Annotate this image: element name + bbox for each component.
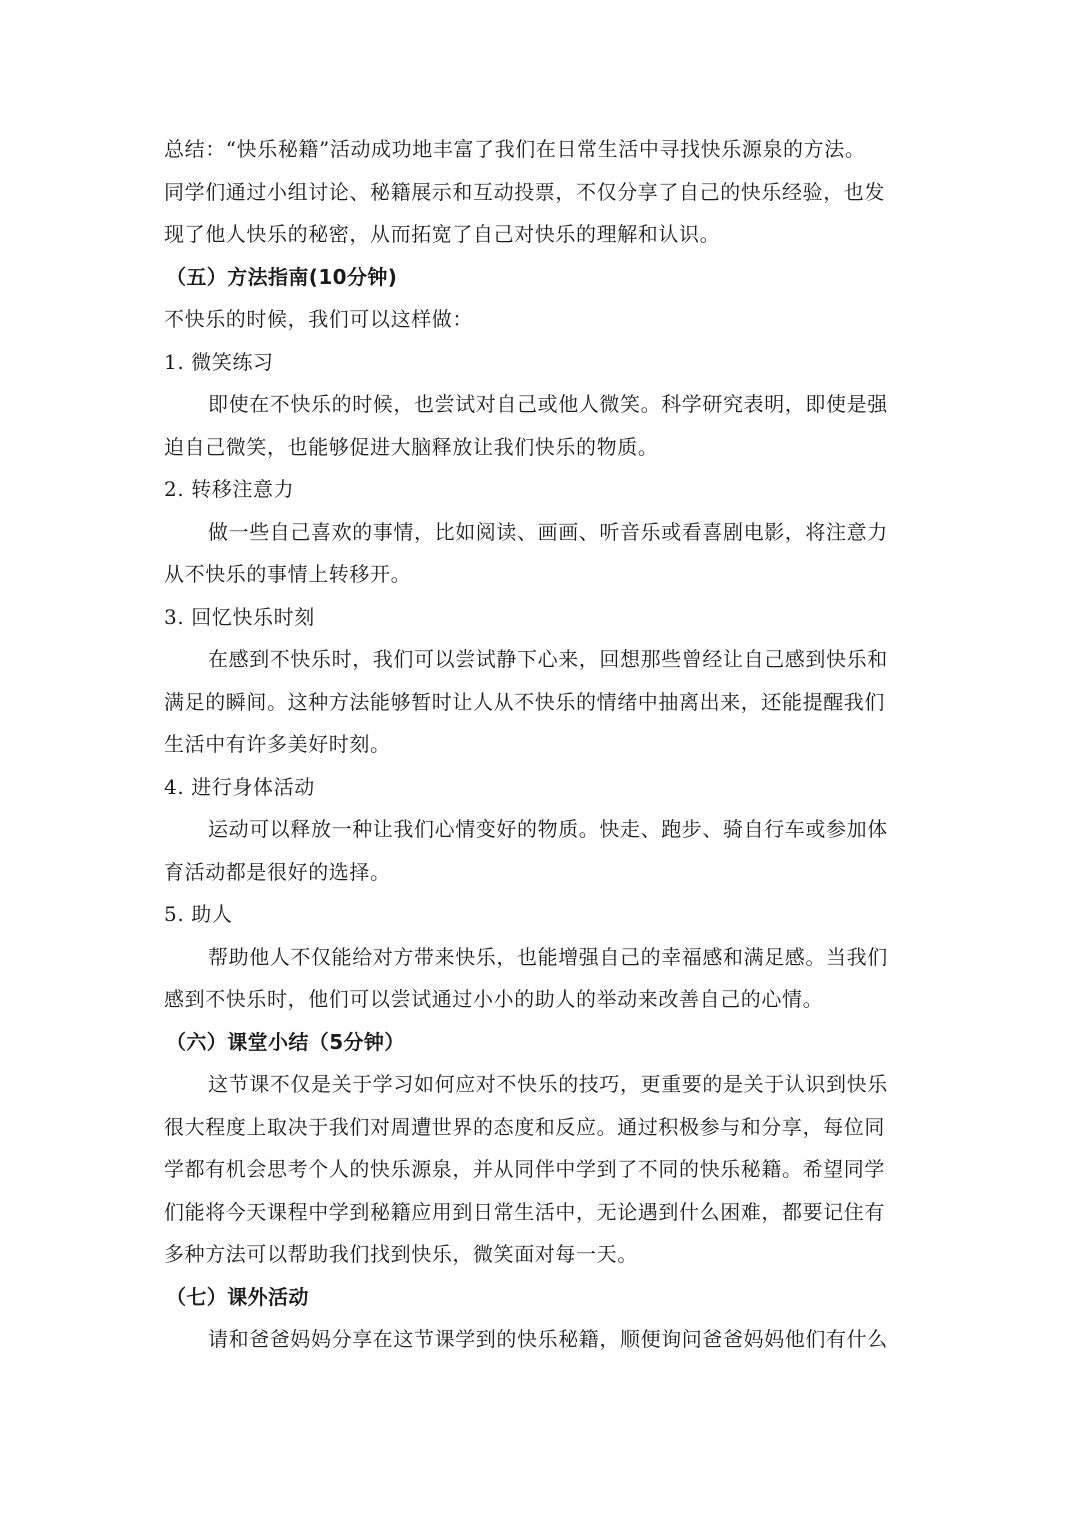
section-heading-methods: （五）方法指南(10分钟)	[166, 264, 398, 289]
summary-line: 同学们通过小组讨论、秘籍展示和互动投票，不仅分享了自己的快乐经验，也发	[164, 179, 885, 204]
method-body-line: 从不快乐的事情上转移开。	[164, 562, 412, 586]
method-body-line: 即使在不快乐的时候，也尝试对自己或他人微笑。科学研究表明，即使是强	[208, 392, 888, 416]
method-title-recall: 3. 回忆快乐时刻	[164, 604, 315, 629]
summary-body-line: 们能将今天课程中学到秘籍应用到日常生活中，无论遇到什么困难，都要记住有	[164, 1199, 885, 1224]
method-body-line: 感到不快乐时，他们可以尝试通过小小的助人的举动来改善自己的心情。	[164, 987, 824, 1011]
method-body-line: 做一些自己喜欢的事情，比如阅读、画画、听音乐或看喜剧电影，将注意力	[208, 519, 888, 544]
method-body-line: 运动可以释放一种让我们心情变好的物质。快走、跑步、骑自行车或参加体	[208, 817, 888, 841]
section-heading-summary: （六）课堂小结（5分钟）	[166, 1029, 405, 1054]
summary-body-line: 很大程度上取决于我们对周遭世界的态度和反应。通过积极参与和分享，每位同	[164, 1114, 885, 1139]
method-title-helping: 5. 助人	[164, 902, 233, 926]
method-body-line: 在感到不快乐时，我们可以尝试静下心来，回想那些曾经让自己感到快乐和	[208, 647, 888, 671]
method-body-line: 帮助他人不仅能给对方带来快乐，也能增强自己的幸福感和满足感。当我们	[208, 944, 888, 969]
method-body-line: 育活动都是很好的选择。	[164, 859, 391, 884]
summary-body-line: 多种方法可以帮助我们找到快乐，微笑面对每一天。	[164, 1242, 638, 1266]
summary-line: 总结：“快乐秘籍”活动成功地丰富了我们在日常生活中寻找快乐源泉的方法。	[164, 137, 866, 161]
method-title-distraction: 2. 转移注意力	[164, 477, 295, 501]
summary-body-line: 学都有机会思考个人的快乐源泉，并从同伴中学到了不同的快乐秘籍。希望同学	[164, 1157, 885, 1181]
document-page	[164, 128, 924, 1361]
method-body-line: 生活中有许多美好时刻。	[164, 732, 391, 756]
method-body-line: 满足的瞬间。这种方法能够暂时让人从不快乐的情绪中抽离出来，还能提醒我们	[164, 689, 885, 714]
method-title-exercise: 4. 进行身体活动	[164, 774, 315, 799]
section-heading-activity: （七）课外活动	[166, 1284, 309, 1309]
method-title-smile: 1. 微笑练习	[164, 349, 274, 374]
summary-line: 现了他人快乐的秘密，从而拓宽了自己对快乐的理解和认识。	[164, 222, 721, 246]
method-body-line: 迫自己微笑，也能够促进大脑释放让我们快乐的物质。	[164, 434, 659, 459]
activity-body-line: 请和爸爸妈妈分享在这节课学到的快乐秘籍，顺便询问爸爸妈妈他们有什么	[208, 1327, 888, 1351]
methods-intro: 不快乐的时候，我们可以这样做：	[164, 307, 473, 331]
summary-body-line: 这节课不仅是关于学习如何应对不快乐的技巧，更重要的是关于认识到快乐	[208, 1072, 888, 1096]
